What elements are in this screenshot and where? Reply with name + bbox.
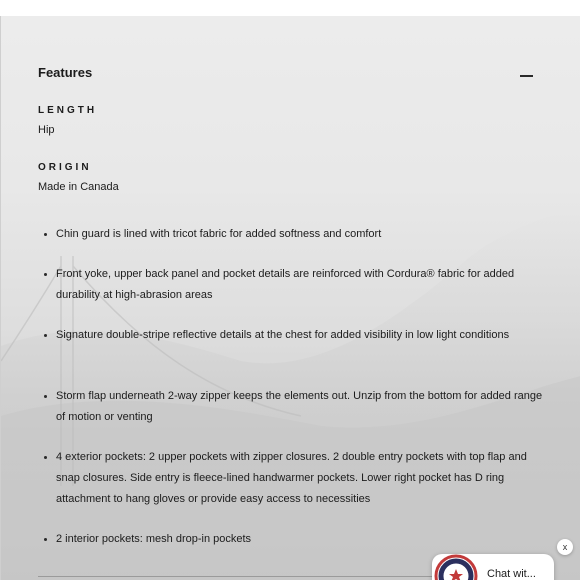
chat-widget-button[interactable] <box>432 554 554 580</box>
feature-text: 2 interior pockets: mesh drop-in pockets <box>56 533 252 545</box>
bullet-dot-icon <box>44 334 47 337</box>
bullet-dot-icon <box>44 395 47 398</box>
feature-text: Storm flap underneath 2-way zipper keeps the elements out. Unzip from the bottom for added range of motion or venting <box>56 390 543 423</box>
spec-label-length: LENGTH <box>38 105 98 116</box>
minus-icon[interactable] <box>520 75 533 77</box>
feature-text: 4 exterior pockets: 2 upper pockets with zipper closures. 2 double entry pockets with top flap and snap closures. Side entry is fleece-lined handwarmer pockets. Lower right pocket has D ring attachment to hang gloves or provide easy access to necessities <box>56 451 527 505</box>
feature-text: Chin guard is lined with tricot fabric for added softness and comfort <box>56 228 382 240</box>
feature-text: Front yoke, upper back panel and pocket details are reinforced with Cordura® fabric for added durability at high-abrasion areas <box>56 268 515 301</box>
chat-label: Chat wit... <box>487 568 536 580</box>
feature-text: Signature double-stripe reflective details at the chest for added visibility in low light conditions <box>56 329 510 341</box>
bullet-dot-icon <box>44 538 47 541</box>
section-title: Features <box>38 65 93 80</box>
spec-value-length: Hip <box>38 124 55 136</box>
features-header[interactable] <box>38 64 538 84</box>
brand-badge-icon <box>434 554 478 580</box>
spec-label-origin: ORIGIN <box>38 162 92 173</box>
features-panel <box>0 16 580 580</box>
spec-value-origin: Made in Canada <box>38 181 119 193</box>
bullet-dot-icon <box>44 233 47 236</box>
section-divider <box>38 576 433 577</box>
top-bar <box>0 0 580 16</box>
bullet-dot-icon <box>44 456 47 459</box>
chat-close-button[interactable]: x <box>557 539 573 555</box>
bullet-dot-icon <box>44 273 47 276</box>
